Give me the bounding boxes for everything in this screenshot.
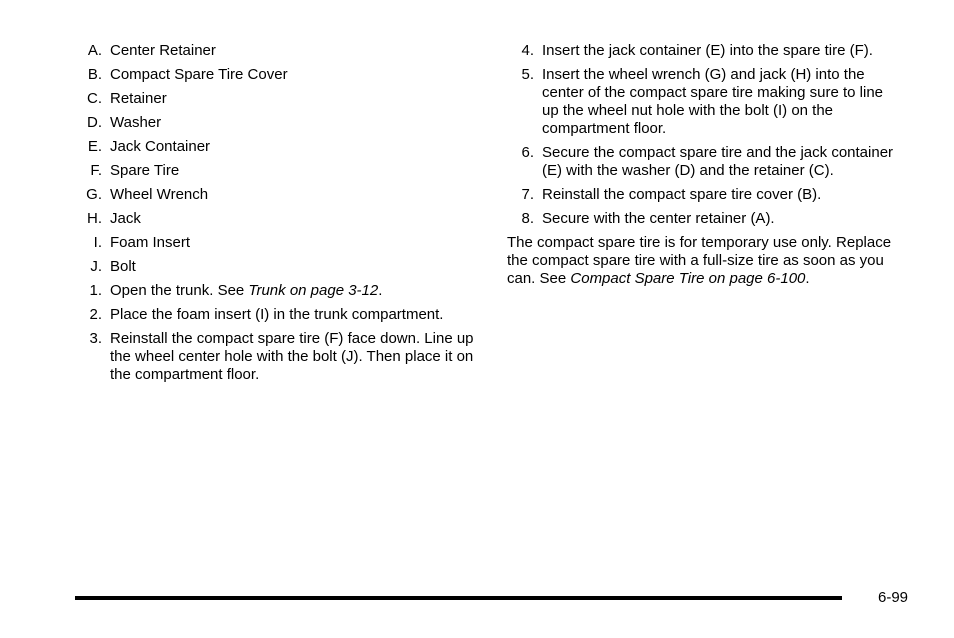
steps-list-left: [75, 282, 475, 384]
legend-letter: E.: [87, 138, 102, 155]
parts-legend: [75, 42, 475, 276]
step-item: [75, 282, 475, 300]
right-column: [507, 42, 902, 288]
step-number: 1.: [89, 282, 102, 299]
cross-reference-link[interactable]: Trunk on page 3-12: [248, 282, 379, 299]
legend-letter: A.: [87, 42, 102, 59]
legend-item: [75, 258, 475, 276]
step-number: 2.: [89, 306, 102, 323]
note-text-after: .: [805, 270, 810, 287]
step-item: [75, 306, 475, 324]
legend-text: Center Retainer: [110, 42, 216, 59]
legend-item: [75, 114, 475, 132]
steps-list-right: [507, 42, 902, 228]
step-number: 8.: [521, 210, 534, 227]
left-column: [75, 42, 475, 390]
step-text: Secure with the center retainer (A).: [542, 210, 775, 227]
legend-text: Spare Tire: [110, 162, 180, 179]
legend-letter: C.: [87, 90, 102, 107]
legend-text: Washer: [110, 114, 162, 131]
step-text-main: Open the trunk. See: [110, 282, 249, 299]
page-number: 6-99: [878, 589, 909, 606]
step-number: 4.: [521, 42, 534, 59]
step-text: Place the foam insert (I) in the trunk compartment.: [110, 306, 444, 323]
legend-item: [75, 162, 475, 180]
step-text: [110, 282, 475, 300]
footer-rule: [75, 596, 842, 600]
legend-text: Retainer: [110, 90, 167, 107]
step-item: [507, 42, 902, 60]
legend-text: Bolt: [110, 258, 136, 275]
step-item: [507, 210, 902, 228]
legend-letter: J.: [90, 258, 102, 275]
legend-letter: G.: [86, 186, 102, 203]
legend-letter: I.: [93, 234, 102, 251]
cross-reference-link[interactable]: Compact Spare Tire on page 6-100: [570, 270, 806, 287]
legend-letter: F.: [90, 162, 102, 179]
step-text: Reinstall the compact spare tire (F) face down. Line up the wheel center hole with the bolt (J). Then place it on the compartment floor.: [110, 330, 474, 383]
legend-text: Wheel Wrench: [110, 186, 209, 203]
legend-letter: H.: [87, 210, 102, 227]
step-item: [75, 330, 475, 384]
legend-item: [75, 42, 475, 60]
step-item: [507, 66, 902, 138]
legend-item: [75, 90, 475, 108]
legend-item: [75, 210, 475, 228]
legend-item: [75, 138, 475, 156]
legend-item: [75, 66, 475, 84]
legend-item: [75, 186, 475, 204]
step-number: 6.: [521, 144, 534, 161]
legend-letter: D.: [87, 114, 102, 131]
step-text: Secure the compact spare tire and the jack container (E) with the washer (D) and the retainer (C).: [542, 144, 894, 179]
step-text-after: .: [378, 282, 383, 299]
step-number: 5.: [521, 66, 534, 83]
note-text: The compact spare tire is for temporary use only. Replace the compact spare tire with a full-size tire as soon as you can. See: [507, 234, 892, 287]
step-text: Insert the wheel wrench (G) and jack (H) into the center of the compact spare tire making sure to line up the wheel nut hole with the bolt (I) on the compartment floor.: [542, 66, 884, 137]
step-text: Reinstall the compact spare tire cover (B).: [542, 186, 822, 203]
legend-item: [75, 234, 475, 252]
legend-text: Compact Spare Tire Cover: [110, 66, 288, 83]
step-number: 7.: [521, 186, 534, 203]
legend-letter: B.: [87, 66, 102, 83]
legend-text: Jack Container: [110, 138, 211, 155]
note-paragraph: [507, 234, 902, 288]
legend-text: Jack: [110, 210, 141, 227]
legend-text: Foam Insert: [110, 234, 191, 251]
step-text: Insert the jack container (E) into the spare tire (F).: [542, 42, 873, 59]
step-item: [507, 144, 902, 180]
step-number: 3.: [89, 330, 102, 347]
step-item: [507, 186, 902, 204]
